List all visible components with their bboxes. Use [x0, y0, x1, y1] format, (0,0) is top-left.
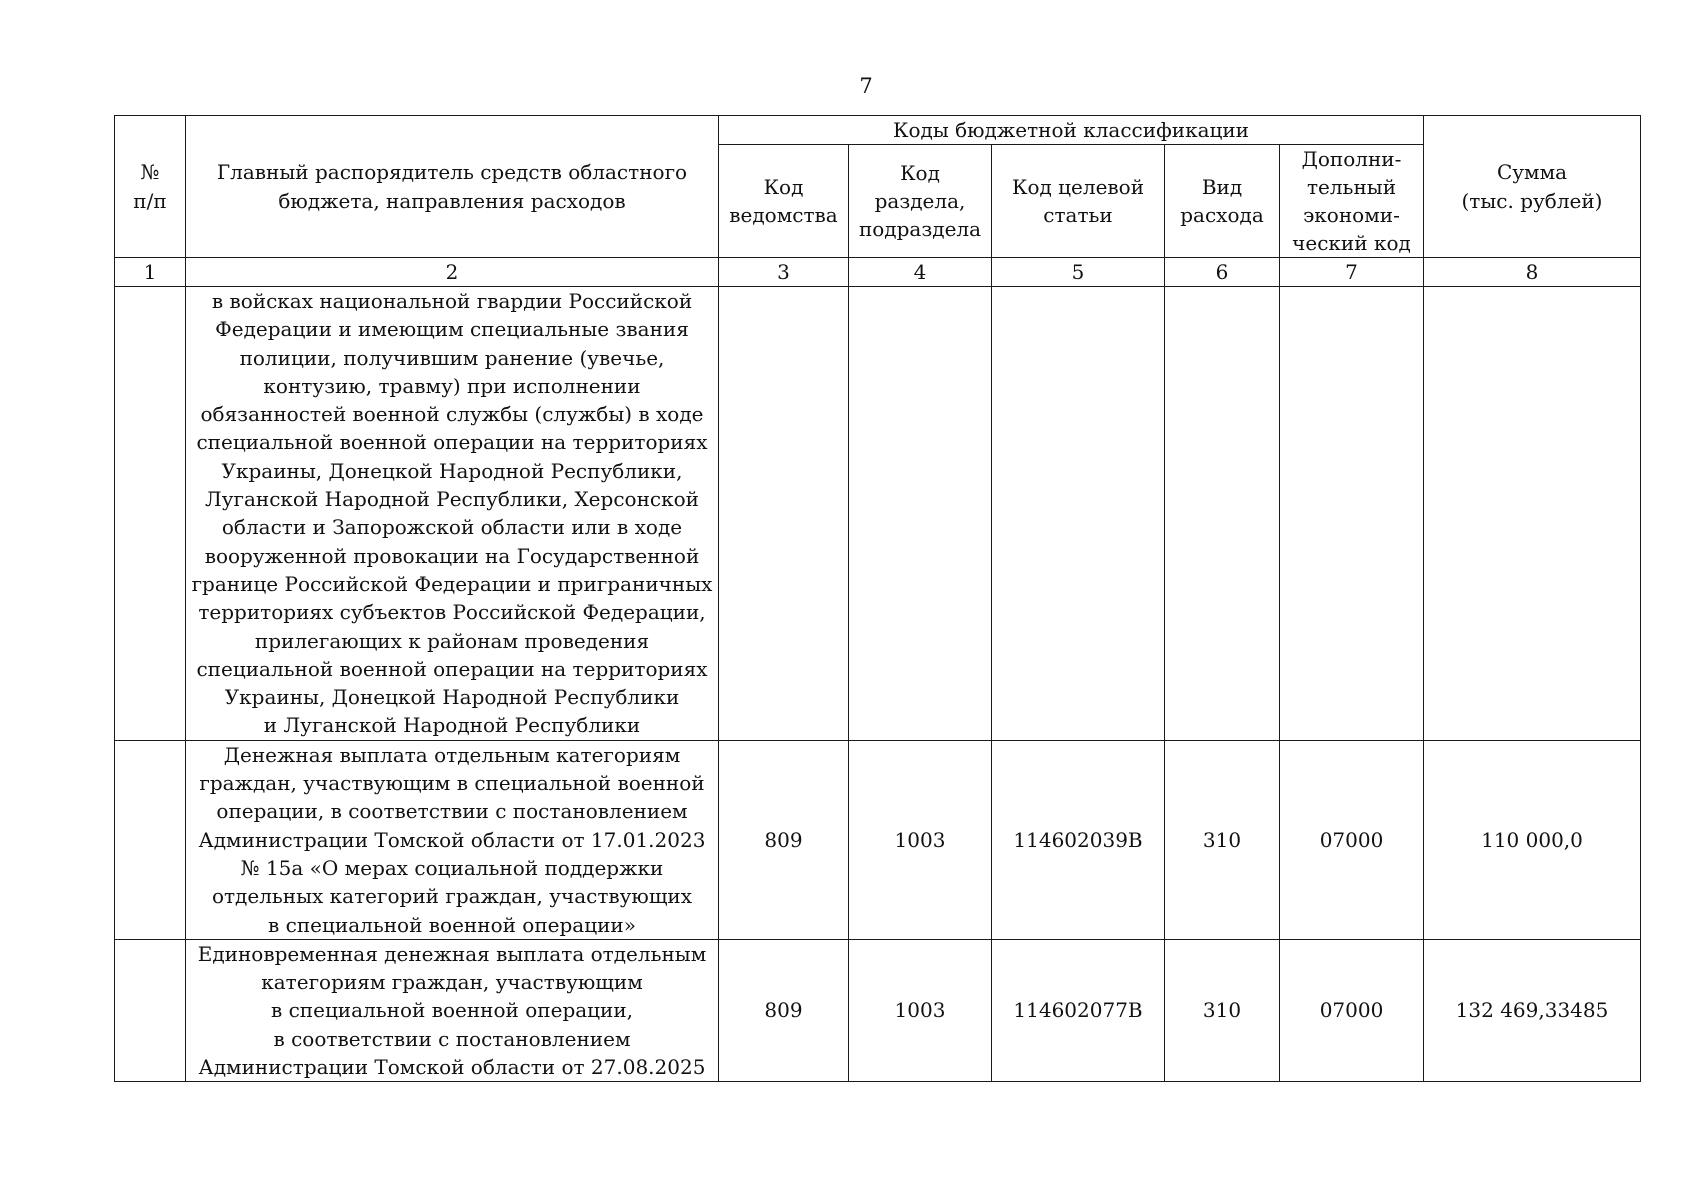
column-number: 4	[849, 258, 992, 287]
row-amount: 110 000,0	[1424, 740, 1641, 939]
header-codes-group: Коды бюджетной классификации	[719, 116, 1424, 145]
row-target-code	[992, 287, 1165, 741]
column-number: 5	[992, 258, 1165, 287]
row-type-code: 310	[1165, 939, 1280, 1081]
row-extra-code: 07000	[1280, 939, 1424, 1081]
row-type-code: 310	[1165, 740, 1280, 939]
row-description: Единовременная денежная выплата отдельным категориям граждан, участвующим в специальной военной операции, в соответствии с постановлением Администрации Томской области от 27.08.2025	[186, 939, 719, 1081]
row-extra-code	[1280, 287, 1424, 741]
column-number: 2	[186, 258, 719, 287]
column-number: 3	[719, 258, 849, 287]
row-section-code: 1003	[849, 939, 992, 1081]
header-no: № п/п	[115, 116, 186, 258]
column-number: 8	[1424, 258, 1641, 287]
column-number: 1	[115, 258, 186, 287]
budget-table	[114, 115, 1641, 1082]
row-section-code: 1003	[849, 740, 992, 939]
row-description: Денежная выплата отдельным категориям граждан, участвующим в специальной военной операции, в соответствии с постановлением Администрации Томской области от 17.01.2023 № 15а «О мерах социальной поддержки отдельных категорий граждан, участвующих в специальной военной операции»	[186, 740, 719, 939]
row-type-code	[1165, 287, 1280, 741]
page-number: 7	[859, 74, 873, 98]
row-target-code: 114602039В	[992, 740, 1165, 939]
row-no	[115, 939, 186, 1081]
row-amount: 132 469,33485	[1424, 939, 1641, 1081]
row-no	[115, 740, 186, 939]
header-code-target: Код целевой статьи	[992, 145, 1165, 258]
table-row	[115, 740, 1641, 939]
row-section-code	[849, 287, 992, 741]
row-amount	[1424, 287, 1641, 741]
header-code-extra: Дополни- тельный экономи- ческий код	[1280, 145, 1424, 258]
header-code-section: Код раздела, подраздела	[849, 145, 992, 258]
header-code-type: Вид расхода	[1165, 145, 1280, 258]
row-extra-code: 07000	[1280, 740, 1424, 939]
column-number-row	[115, 258, 1641, 287]
column-number: 7	[1280, 258, 1424, 287]
table-row	[115, 287, 1641, 741]
table-row	[115, 939, 1641, 1081]
header-name: Главный распорядитель средств областного бюджета, направления расходов	[186, 116, 719, 258]
header-amount: Сумма (тыс. рублей)	[1424, 116, 1641, 258]
row-target-code: 114602077В	[992, 939, 1165, 1081]
column-number: 6	[1165, 258, 1280, 287]
row-dept-code: 809	[719, 939, 849, 1081]
header-row-top	[115, 116, 1641, 145]
row-no	[115, 287, 186, 741]
row-description: в войсках национальной гвардии Российской Федерации и имеющим специальные звания полиции, получившим ранение (увечье, контузию, травму) при исполнении обязанностей военной службы (службы) в ходе специальной военной операции на территориях Украины, Донецкой Народной Республики, Луганской Народной Республики, Херсонской области и Запорожской области или в ходе вооруженной провокации на Государственной границе Российской Федерации и приграничных территориях субъектов Российской Федерации, прилегающих к районам проведения специальной военной операции на территориях Украины, Донецкой Народной Республики и Луганской Народной Республики	[186, 287, 719, 741]
row-dept-code	[719, 287, 849, 741]
row-dept-code: 809	[719, 740, 849, 939]
header-code-dept: Код ведомства	[719, 145, 849, 258]
